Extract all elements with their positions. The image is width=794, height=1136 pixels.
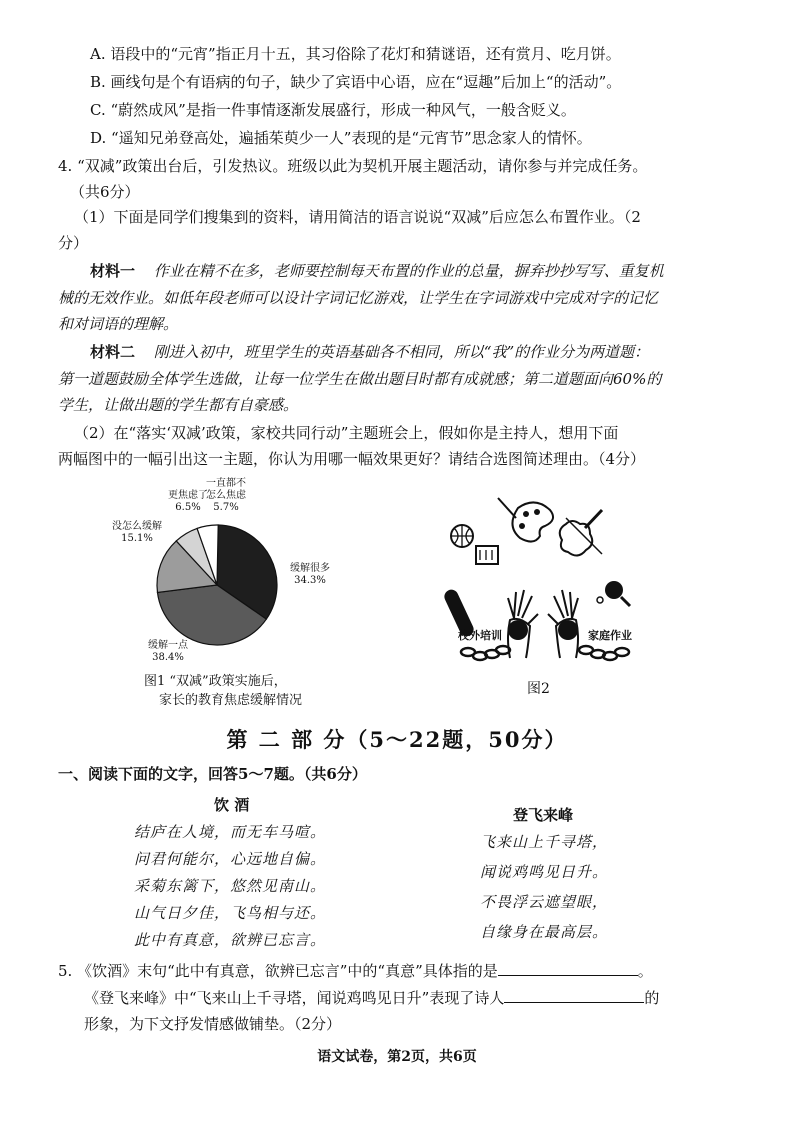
- poem2-line: 闻说鸡鸣见日升。: [480, 863, 609, 881]
- material-2-line2: 第一道题鼓励全体学生选做，让每一位学生在做出题目时都有成就感；第二道题面向60%的: [58, 370, 662, 388]
- poem1-line: 问君何能尔，心远地自偏。: [134, 850, 327, 868]
- section-1-heading: 一、阅读下面的文字，回答5～7题。（共6分）: [58, 765, 367, 783]
- q4-score: （共6分）: [70, 183, 140, 201]
- basketball-icon: [451, 525, 473, 547]
- fig2-label-homework: 家庭作业: [588, 629, 632, 642]
- palette-icon: [498, 498, 553, 542]
- q4-sub1: （1）下面是同学们搜集到的资料，请用简洁的语言说说“双减”后应怎么布置作业。（2: [74, 208, 641, 226]
- q4-sub2-cont: 两幅图中的一幅引出这一主题，你认为用哪一幅效果更好？请结合选图简述理由。（4分）: [58, 450, 646, 468]
- option-d: D. “遥知兄弟登高处，遍插茱萸少一人”表现的是“元宵节”思念家人的情怀。: [90, 129, 592, 147]
- poem1-line: 采菊东篱下，悠然见南山。: [134, 877, 327, 895]
- q5-line1: 5. 《饮酒》末句“此中有真意，欲辨已忘言”中的“真意”具体指的是 。: [58, 962, 653, 980]
- pie-label-not-relieved: 没怎么缓解 15.1%: [112, 521, 162, 544]
- poem1-line: 此中有真意，欲辨已忘言。: [134, 931, 327, 949]
- part2-title: 第 二 部 分（5～22题，50分）: [226, 727, 568, 752]
- material-2-line3: 学生，让做出题的学生都有自豪感。: [58, 396, 299, 414]
- pie-label-never-anxious: 一直都不 怎么焦虑 5.7%: [206, 478, 246, 513]
- material-2-label: 材料二: [90, 343, 136, 361]
- poem2-line: 飞来山上千寻塔，: [480, 833, 609, 851]
- fig2-illustration: [440, 488, 650, 673]
- fig2-caption: 图2: [527, 681, 550, 697]
- poem1-line: 结庐在人境，而无车马喧。: [134, 823, 327, 841]
- poem2-line: 自缘身在最高层。: [480, 923, 609, 941]
- q5-line2: 《登飞来峰》中“飞来山上千寻塔，闻说鸡鸣见日升”表现了诗人 的: [84, 989, 660, 1007]
- material-2: [90, 342, 649, 362]
- material-1-label: 材料一: [90, 262, 136, 280]
- material-2-text: 刚进入初中，班里学生的英语基础各不相同，所以“我”的作业分为两道题：: [153, 343, 650, 361]
- option-c: C. “蔚然成风”是指一件事情逐渐发展盛行，形成一种风气，一般含贬义。: [90, 101, 576, 119]
- poem2-title: 登飞来峰: [513, 806, 574, 824]
- pingpong-paddle-icon: [597, 581, 630, 606]
- pie-label-relieved-much: 缓解很多 34.3%: [290, 563, 330, 586]
- fig1-caption: 图1 “双减”政策实施后，: [144, 674, 287, 689]
- material-1-line2: 械的无效作业。如低年段老师可以设计字词记忆游戏，让学生在字词游戏中完成对字的记忆: [58, 289, 659, 307]
- shackle-icon: [508, 620, 578, 640]
- q4-stem: 4. “双减”政策出台后，引发热议。班级以此为契机开展主题活动，请你参与并完成任务。: [58, 157, 648, 175]
- option-a: A. 语段中的“元宵”指正月十五，其习俗除了花灯和猜谜语，还有赏月、吃月饼。: [90, 45, 621, 63]
- pie-label-relieved-little: 缓解一点 38.4%: [148, 640, 188, 663]
- q4-sub2: （2）在“落实‘双减’政策，家校共同行动”主题班会上，假如你是主持人，想用下面: [74, 424, 619, 442]
- material-1: [90, 261, 664, 281]
- poem2-line: 不畏浮云遮望眼，: [480, 893, 609, 911]
- violin-icon: [560, 510, 602, 556]
- option-b: B. 画线句是个有语病的句子，缺少了宾语中心语，应在“逗趣”后加上“的活动”。: [90, 73, 622, 91]
- material-1-text: 作业在精不在多，老师要控制每天布置的作业的总量，摒弃抄抄写写、重复机: [153, 262, 664, 280]
- fig1-caption-2: 家长的教育焦虑缓解情况: [159, 693, 303, 708]
- poem1-title: 饮 酒: [214, 796, 250, 814]
- fig2-label-tutoring: 校外培训: [458, 629, 502, 642]
- pie-label-more-anxious: 更焦虑了 6.5%: [168, 490, 208, 513]
- chain-icon: [461, 646, 629, 660]
- answer-blank-1[interactable]: [498, 960, 638, 976]
- q4-sub1-cont: 分）: [58, 234, 89, 252]
- q5-line3: 形象，为下文抒发情感做铺垫。（2分）: [84, 1015, 342, 1033]
- poem1-line: 山气日夕佳，飞鸟相与还。: [134, 904, 327, 922]
- ruler-icon: [476, 546, 498, 564]
- page-footer: 语文试卷，第2页，共6页: [317, 1049, 477, 1065]
- answer-blank-2[interactable]: [504, 987, 644, 1003]
- material-1-line3: 和对词语的理解。: [58, 315, 179, 333]
